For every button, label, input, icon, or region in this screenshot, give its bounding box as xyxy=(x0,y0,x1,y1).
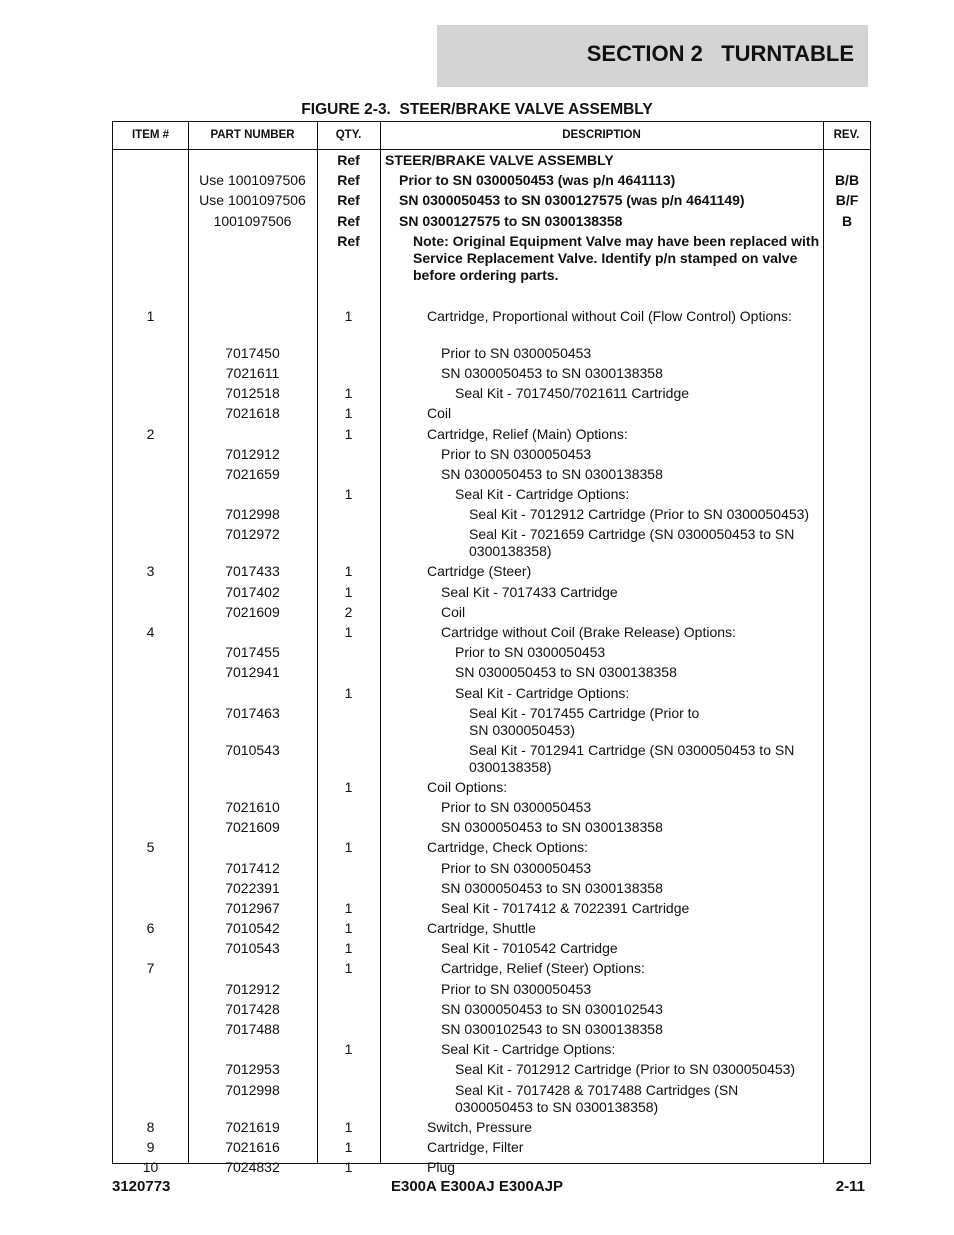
header-rev: REV. xyxy=(833,129,860,141)
part-number-cell: 7017402 xyxy=(225,583,280,600)
description-cell: Prior to SN 0300050453 xyxy=(455,644,606,661)
description-cell: Cartridge, Filter xyxy=(427,1138,524,1155)
description-cell: Prior to SN 0300050453 xyxy=(441,445,592,462)
figure-title: FIGURE 2-3. STEER/BRAKE VALVE ASSEMBLY xyxy=(301,101,653,118)
item-number-cell: 6 xyxy=(146,920,155,937)
item-number-cell: 5 xyxy=(146,839,155,856)
table-row xyxy=(113,446,870,466)
part-number-cell: 7012912 xyxy=(225,980,280,997)
qty-cell: 1 xyxy=(344,1118,353,1135)
table-row xyxy=(113,920,870,940)
description-cell: Switch, Pressure xyxy=(427,1118,533,1135)
description-cell: Cartridge, Relief (Main) Options: xyxy=(427,425,628,442)
table-row xyxy=(113,345,870,365)
table-body xyxy=(113,152,870,1179)
table-row xyxy=(113,880,870,900)
table-row xyxy=(113,1061,870,1081)
description-cell: Cartridge, Relief (Steer) Options: xyxy=(441,960,645,977)
description-cell: Seal Kit - Cartridge Options: xyxy=(455,684,630,701)
part-number-cell: 7012967 xyxy=(225,899,280,916)
table-row xyxy=(113,405,870,425)
part-number-cell: Use 1001097506 xyxy=(199,172,306,189)
table-row xyxy=(113,981,870,1001)
part-number-cell: 7012998 xyxy=(225,506,280,523)
table-row xyxy=(113,799,870,819)
part-number-cell: 7010542 xyxy=(225,920,280,937)
description-cell: SN 0300050453 to SN 0300138358 xyxy=(441,819,663,836)
description-cell: SN 0300050453 to SN 0300102543 xyxy=(441,1000,663,1017)
table-row xyxy=(113,233,870,308)
description-cell: SN 0300050453 to SN 0300138358 xyxy=(441,879,663,896)
table-row xyxy=(113,664,870,684)
part-number-cell: 7012972 xyxy=(225,526,280,543)
table-row xyxy=(113,960,870,980)
part-number-cell: 7017455 xyxy=(225,644,280,661)
description-cell: Cartridge, Proportional without Coil (Flow Control) Options: xyxy=(427,307,792,324)
qty-cell: 1 xyxy=(344,563,353,580)
header-item: ITEM # xyxy=(131,129,170,141)
description-cell: SN 0300050453 to SN 0300138358 xyxy=(441,465,663,482)
footer-doc-number: 3120773 xyxy=(112,1178,171,1195)
description-cell: Note: Original Equipment Valve may have been replaced with Service Replacement Valve. Identify p/n stamped on valve before ordering parts. xyxy=(413,232,820,283)
table-row xyxy=(113,900,870,920)
qty-cell: 1 xyxy=(344,1158,353,1175)
parts-table xyxy=(112,121,871,1175)
table-row xyxy=(113,466,870,486)
qty-cell: 1 xyxy=(344,624,353,640)
table-row xyxy=(113,426,870,446)
part-number-cell: 7017463 xyxy=(225,704,280,721)
qty-cell: 1 xyxy=(344,940,353,957)
table-row xyxy=(113,779,870,799)
part-number-cell: 7021619 xyxy=(225,1118,280,1135)
qty-cell: 1 xyxy=(344,1138,353,1155)
rev-cell: B xyxy=(841,212,853,229)
item-number-cell: 3 xyxy=(146,563,155,580)
footer-page-number: 2-11 xyxy=(835,1178,865,1195)
table-row xyxy=(113,152,870,172)
qty-cell: 2 xyxy=(344,603,353,620)
part-number-cell: 7021609 xyxy=(225,603,280,620)
part-number-cell: 7012953 xyxy=(225,1061,280,1078)
description-cell: Prior to SN 0300050453 xyxy=(441,980,592,997)
table-row xyxy=(113,819,870,839)
table-row xyxy=(113,172,870,192)
description-cell: Plug xyxy=(427,1158,456,1175)
qty-cell: 1 xyxy=(344,405,353,422)
description-cell: Seal Kit - Cartridge Options: xyxy=(455,486,630,503)
table-row xyxy=(113,1041,870,1061)
header-description: DESCRIPTION xyxy=(562,129,641,141)
table-row xyxy=(113,1001,870,1021)
table-row xyxy=(113,1159,870,1179)
part-number-cell: 7010543 xyxy=(225,741,280,758)
part-number-cell: 7017428 xyxy=(225,1000,280,1017)
qty-cell: Ref xyxy=(337,152,360,168)
part-number-cell: 7017488 xyxy=(225,1021,280,1037)
part-number-cell: 7017412 xyxy=(225,859,280,876)
part-number-cell: 7012518 xyxy=(225,385,280,402)
table-row xyxy=(113,584,870,604)
table-row xyxy=(113,742,870,779)
description-cell: Seal Kit - 7012912 Cartridge (Prior to SN 0300050453) xyxy=(455,1061,796,1078)
part-number-cell: 7010543 xyxy=(225,940,280,957)
qty-cell: Ref xyxy=(337,172,360,189)
item-number-cell: 9 xyxy=(146,1138,155,1155)
item-number-cell: 2 xyxy=(146,425,155,442)
qty-cell: 1 xyxy=(344,425,353,442)
part-number-cell: 7012998 xyxy=(225,1081,280,1098)
table-row xyxy=(113,213,870,233)
description-cell: Seal Kit - 7017450/7021611 Cartridge xyxy=(455,385,690,402)
table-row xyxy=(113,644,870,664)
part-number-cell: 7021618 xyxy=(225,405,280,422)
description-cell: Seal Kit - 7021659 Cartridge (SN 0300050453 to SN 0300138358) xyxy=(469,526,795,560)
description-cell: Seal Kit - 7012912 Cartridge (Prior to SN 0300050453) xyxy=(469,506,810,523)
description-cell: Seal Kit - 7012941 Cartridge (SN 0300050453 to SN 0300138358) xyxy=(469,741,795,775)
table-row xyxy=(113,624,870,644)
qty-cell: 1 xyxy=(344,899,353,916)
description-cell: Seal Kit - 7017455 Cartridge (Prior to SN 0300050453) xyxy=(469,704,700,738)
section-header-box xyxy=(437,25,868,87)
qty-cell: 1 xyxy=(344,1041,353,1058)
qty-cell: 1 xyxy=(344,920,353,937)
item-number-cell: 8 xyxy=(146,1118,155,1135)
description-cell: Seal Kit - 7017433 Cartridge xyxy=(441,583,618,600)
item-number-cell: 1 xyxy=(146,307,155,324)
table-row xyxy=(113,860,870,880)
description-cell: STEER/BRAKE VALVE ASSEMBLY xyxy=(385,152,614,168)
table-row xyxy=(113,705,870,742)
qty-cell: 1 xyxy=(344,960,353,977)
table-row xyxy=(113,940,870,960)
item-number-cell: 4 xyxy=(146,624,155,640)
description-cell: SN 0300102543 to SN 0300138358 xyxy=(441,1021,663,1037)
section-title: SECTION 2 TURNTABLE xyxy=(586,41,854,66)
footer-model: E300A E300AJ E300AJP xyxy=(390,1178,564,1195)
description-cell: Coil Options: xyxy=(427,778,508,795)
table-row xyxy=(113,1139,870,1159)
description-cell: Cartridge without Coil (Brake Release) Options: xyxy=(441,624,736,640)
qty-cell: 1 xyxy=(344,486,353,503)
qty-cell: Ref xyxy=(337,212,360,229)
part-number-cell: 7017433 xyxy=(225,563,280,580)
description-cell: Coil xyxy=(427,405,452,422)
table-row xyxy=(113,604,870,624)
part-number-cell: Use 1001097506 xyxy=(199,192,306,209)
header-qty: QTY. xyxy=(335,129,362,141)
item-number-cell: 7 xyxy=(146,960,155,977)
part-number-cell: 7022391 xyxy=(225,879,280,896)
table-row xyxy=(113,1082,870,1119)
rev-cell: B/B xyxy=(834,172,860,189)
description-cell: SN 0300050453 to SN 0300138358 xyxy=(455,664,677,681)
table-row xyxy=(113,365,870,385)
description-cell: SN 0300050453 to SN 0300127575 (was p/n 4641149) xyxy=(399,192,745,209)
table-row xyxy=(113,1021,870,1041)
qty-cell: 1 xyxy=(344,385,353,402)
header-part-number: PART NUMBER xyxy=(210,129,295,141)
table-row xyxy=(113,563,870,583)
part-number-cell: 7021610 xyxy=(225,798,280,815)
description-cell: Prior to SN 0300050453 xyxy=(441,859,592,876)
qty-cell: 1 xyxy=(344,583,353,600)
table-row xyxy=(113,1119,870,1139)
qty-cell: 1 xyxy=(344,839,353,856)
table-row xyxy=(113,385,870,405)
description-cell: Seal Kit - 7017412 & 7022391 Cartridge xyxy=(441,899,690,916)
qty-cell: Ref xyxy=(337,232,360,249)
table-row xyxy=(113,506,870,526)
table-row xyxy=(113,685,870,705)
description-cell: Prior to SN 0300050453 xyxy=(441,344,592,361)
description-cell: Cartridge (Steer) xyxy=(427,563,532,580)
part-number-cell: 7021609 xyxy=(225,819,280,836)
description-cell: Coil xyxy=(441,603,466,620)
part-number-cell: 7021659 xyxy=(225,465,280,482)
description-cell: Cartridge, Check Options: xyxy=(427,839,589,856)
description-cell: Seal Kit - 7010542 Cartridge xyxy=(441,940,618,957)
table-row xyxy=(113,839,870,859)
qty-cell: 1 xyxy=(344,778,353,795)
description-cell: Seal Kit - 7017428 & 7017488 Cartridges (SN 0300050453 to SN 0300138358) xyxy=(455,1081,739,1115)
item-number-cell: 10 xyxy=(142,1158,159,1175)
part-number-cell: 7017450 xyxy=(225,344,280,361)
header-divider xyxy=(113,149,870,150)
qty-cell: 1 xyxy=(344,307,353,324)
rev-cell: B/F xyxy=(835,192,859,209)
table-row xyxy=(113,526,870,563)
part-number-cell: 1001097506 xyxy=(213,212,292,229)
qty-cell: Ref xyxy=(337,192,360,209)
part-number-cell: 7021611 xyxy=(225,364,280,381)
description-cell: Cartridge, Shuttle xyxy=(427,920,536,937)
description-cell: SN 0300050453 to SN 0300138358 xyxy=(441,364,663,381)
description-cell: SN 0300127575 to SN 0300138358 xyxy=(399,212,623,229)
part-number-cell: 7012941 xyxy=(225,664,280,681)
description-cell: Prior to SN 0300050453 (was p/n 4641113) xyxy=(399,172,676,189)
description-cell: Prior to SN 0300050453 xyxy=(441,798,592,815)
qty-cell: 1 xyxy=(344,684,353,701)
table-row xyxy=(113,192,870,212)
table-row xyxy=(113,308,870,345)
part-number-cell: 7024832 xyxy=(225,1158,280,1175)
part-number-cell: 7012912 xyxy=(225,445,280,462)
table-row xyxy=(113,486,870,506)
part-number-cell: 7021616 xyxy=(225,1138,280,1155)
description-cell: Seal Kit - Cartridge Options: xyxy=(441,1041,616,1058)
